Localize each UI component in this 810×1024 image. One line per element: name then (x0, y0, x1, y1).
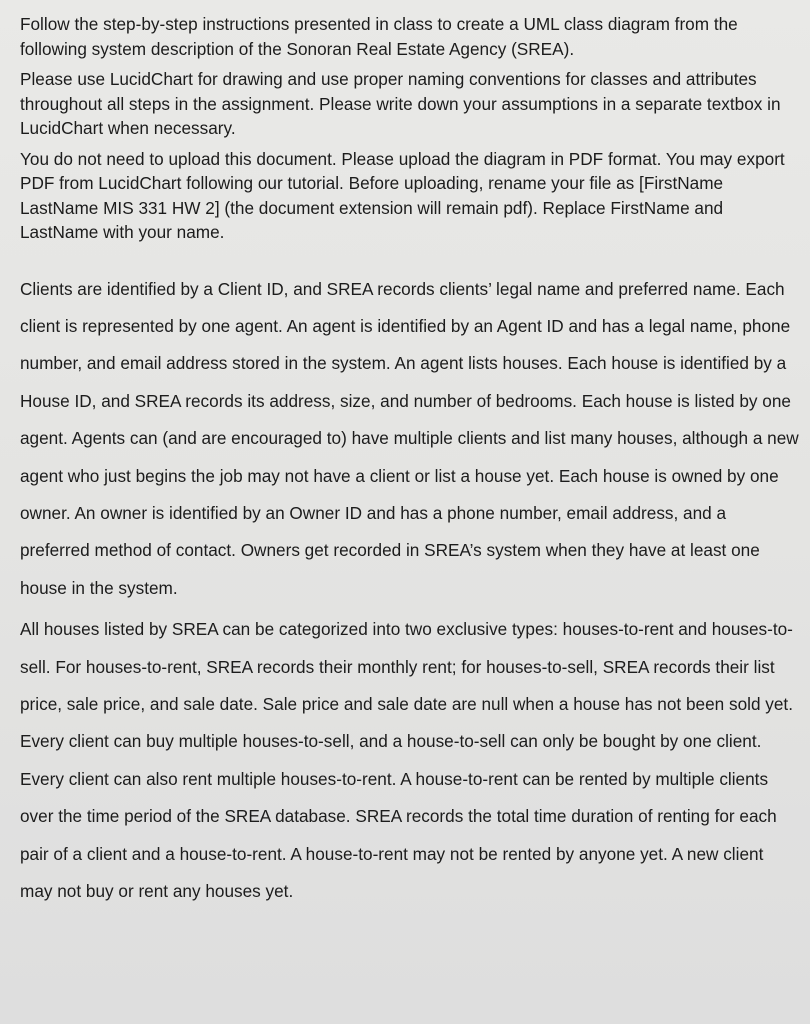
description-paragraph-2: All houses listed by SREA can be categorized into two exclusive types: houses-to-rent and houses-to-sell. For houses-to-rent, SREA records their monthly rent; for houses-to-sell, SREA records their list price, sale price, and sale date. Sale price and sale date are null when a house has not been sold yet. Every client can buy multiple houses-to-sell, and a house-to-sell can only be bought by one client. Every client can also rent multiple houses-to-rent. A house-to-rent can be rented by multiple clients over the time period of the SREA database. SREA records the total time duration of renting for each pair of a client and a house-to-rent. A house-to-rent may not be rented by anyone yet. A new client may not buy or rent any houses yet. (20, 619, 793, 901)
system-description-section (20, 271, 800, 911)
instruction-paragraph-2: Please use LucidChart for drawing and use proper naming conventions for classes and attributes throughout all steps in the assignment. Please write down your assumptions in a separate textbox in LucidChart when necessary. (20, 69, 781, 138)
description-paragraph-1: Clients are identified by a Client ID, and SREA records clients’ legal name and preferred name. Each client is represented by one agent. An agent is identified by an Agent ID and has a legal name, phone number, and email address stored in the system. An agent lists houses. Each house is identified by a House ID, and SREA records its address, size, and number of bedrooms. Each house is listed by one agent. Agents can (and are encouraged to) have multiple clients and list many houses, although a new agent who just begins the job may not have a client or list a house yet. Each house is owned by one owner. An owner is identified by an Owner ID and has a phone number, email address, and a preferred method of contact. Owners get recorded in SREA’s system when they have at least one house in the system. (20, 278, 799, 598)
instruction-paragraph-1: Follow the step-by-step instructions presented in class to create a UML class diagram from the following system description of the Sonoran Real Estate Agency (SREA). (20, 14, 738, 59)
instruction-paragraph-3: You do not need to upload this document. Please upload the diagram in PDF format. You may export PDF from LucidChart following our tutorial. Before uploading, rename your file as [FirstName LastName MIS 331 HW 2] (the document extension will remain pdf). Replace FirstName and LastName with your name. (20, 148, 785, 242)
assignment-document (20, 12, 800, 910)
instructions-section (20, 12, 800, 245)
